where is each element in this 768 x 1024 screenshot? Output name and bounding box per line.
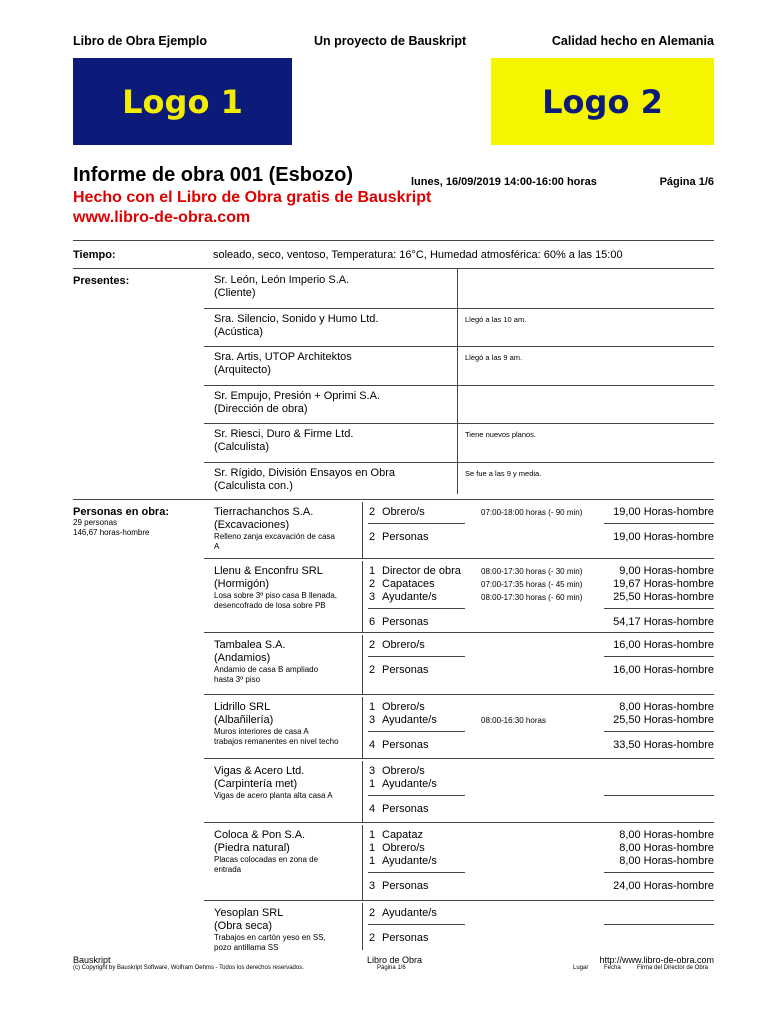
present-role: (Dirección de obra) xyxy=(214,402,308,415)
company-name: Llenu & Enconfru SRL xyxy=(214,565,323,577)
total-label: Personas xyxy=(382,803,429,815)
worker-time: 08:00-16:30 horas xyxy=(481,716,546,725)
company-divider xyxy=(204,822,714,823)
total-hours: 24,00 Horas-hombre xyxy=(613,880,714,892)
present-name: Sr. Riesci, Duro & Firme Ltd. xyxy=(214,428,354,440)
total-count: 4 xyxy=(369,739,376,751)
total-count: 2 xyxy=(369,932,376,944)
weather-value: soleado, seco, ventoso, Temperatura: 16°C, Humedad atmosférica: 60% a las 15:00 xyxy=(213,249,623,261)
column-divider xyxy=(362,903,363,950)
worker-time: 08:00-17:30 horas (- 60 min) xyxy=(481,593,583,602)
workforce-label: Personas en obra: xyxy=(73,506,169,518)
logo-2-text: Logo 2 xyxy=(542,82,663,121)
subtotal-line xyxy=(368,731,465,732)
worker-role: Obrero/s xyxy=(382,701,425,713)
total-count: 6 xyxy=(369,616,376,628)
report-page: Página 1/6 xyxy=(659,176,714,188)
worker-role: Capataz xyxy=(382,829,423,841)
company-name: Yesoplan SRL xyxy=(214,907,284,919)
present-note: Llegó a las 10 am. xyxy=(465,314,527,324)
company-description: A xyxy=(214,542,220,551)
present-column-divider xyxy=(457,269,458,494)
present-name: Sra. Artis, UTOP Architektos xyxy=(214,351,352,363)
company-divider xyxy=(204,900,714,901)
divider xyxy=(73,240,714,241)
worker-count: 1 xyxy=(369,778,376,790)
worker-hours: 8,00 Horas-hombre xyxy=(619,842,714,854)
worker-count: 2 xyxy=(369,907,376,919)
report-url[interactable]: www.libro-de-obra.com xyxy=(73,209,251,226)
company-divider xyxy=(204,758,714,759)
total-hours: 54,17 Horas-hombre xyxy=(613,616,714,628)
footer-copyright: (c) Copyright by Bauskript Software, Wolfram Oehms - Todos los derechos reservados. xyxy=(73,965,304,971)
worker-hours: 8,00 Horas-hombre xyxy=(619,701,714,713)
worker-role: Capataces xyxy=(382,578,435,590)
logo-2 xyxy=(491,58,714,145)
workforce-persons: 29 personas xyxy=(73,518,118,527)
total-label: Personas xyxy=(382,739,429,751)
worker-hours: 9,00 Horas-hombre xyxy=(619,565,714,577)
present-row-divider xyxy=(204,308,714,309)
present-role: (Calculista con.) xyxy=(214,479,293,492)
company-description: entrada xyxy=(214,865,242,874)
present-role: (Calculista) xyxy=(214,441,270,453)
worker-time: 07:00-17:35 horas (- 45 min) xyxy=(481,580,583,589)
company-name: Coloca & Pon S.A. xyxy=(214,829,306,841)
worker-role: Director de obra xyxy=(382,565,461,577)
subtotal-line xyxy=(368,523,465,524)
worker-count: 3 xyxy=(369,765,376,777)
worker-hours: 19,67 Horas-hombre xyxy=(613,578,714,590)
total-label: Personas xyxy=(382,932,429,944)
present-name: Sr. Rígido, División Ensayos en Obra xyxy=(214,466,395,479)
worker-role: Ayudante/s xyxy=(382,778,437,790)
company-description: Placas colocadas en zona de xyxy=(214,855,319,864)
worker-hours: 8,00 Horas-hombre xyxy=(619,829,714,841)
company-description: Vigas de acero planta alta casa A xyxy=(214,791,333,800)
worker-hours: 19,00 Horas-hombre xyxy=(613,506,714,518)
worker-count: 2 xyxy=(369,639,376,651)
subtotal-line xyxy=(368,795,465,796)
total-count: 2 xyxy=(369,531,376,543)
present-row-divider xyxy=(204,423,714,424)
subtotal-line xyxy=(368,656,465,657)
worker-role: Ayudante/s xyxy=(382,855,437,867)
subtotal-line xyxy=(368,924,465,925)
subtotal-line xyxy=(604,924,714,925)
present-label: Presentes: xyxy=(73,275,130,287)
subtotal-line xyxy=(604,872,714,873)
company-description: Andamio de casa B ampliado xyxy=(214,665,319,674)
present-note: Tiene nuevos planos. xyxy=(465,430,537,439)
company-description: Muros interiores de casa A xyxy=(214,727,309,736)
company-trade: (Piedra natural) xyxy=(214,842,290,854)
company-name: Tambalea S.A. xyxy=(214,639,286,651)
worker-count: 1 xyxy=(369,565,376,577)
subtotal-line xyxy=(604,795,714,796)
worker-role: Obrero/s xyxy=(382,765,425,777)
present-role: (Arquitecto) xyxy=(214,364,271,376)
report-title: Informe de obra 001 (Esbozo) xyxy=(73,164,354,186)
worker-time: 07:00-18:00 horas (- 90 min) xyxy=(481,508,583,517)
logo-1 xyxy=(73,58,292,145)
worker-hours: 8,00 Horas-hombre xyxy=(619,855,714,867)
worker-hours: 25,50 Horas-hombre xyxy=(613,714,714,726)
company-divider xyxy=(204,632,714,633)
subtotal-line xyxy=(604,608,714,609)
company-trade: (Albañilería) xyxy=(214,714,274,726)
company-description: Trabajos en cartón yeso en SS, xyxy=(214,933,326,942)
footer-center: Libro de Obra xyxy=(367,955,423,965)
company-description: hasta 3º piso xyxy=(214,675,261,684)
worker-role: Obrero/s xyxy=(382,639,425,651)
worker-role: Obrero/s xyxy=(382,506,425,518)
company-description: desencofrado de losa sobre PB xyxy=(214,601,326,610)
present-row-divider xyxy=(204,346,714,347)
company-trade: (Obra seca) xyxy=(214,920,273,932)
weather-label: Tiempo: xyxy=(73,249,116,261)
header-center: Un proyecto de Bauskript xyxy=(314,34,467,48)
total-label: Personas xyxy=(382,664,429,676)
present-note: Se fue a las 9 y media. xyxy=(465,468,542,478)
total-hours: 19,00 Horas-hombre xyxy=(613,531,714,543)
column-divider xyxy=(362,635,363,694)
company-description: Relleno zanja excavación de casa xyxy=(214,532,335,541)
divider xyxy=(73,268,714,269)
report-subtitle: Hecho con el Libro de Obra gratis de Bauskript xyxy=(73,189,432,206)
total-label: Personas xyxy=(382,616,429,628)
footer-sign-place: Lugar xyxy=(573,965,589,971)
subtotal-line xyxy=(368,608,465,609)
column-divider xyxy=(362,697,363,758)
total-count: 2 xyxy=(369,664,376,676)
worker-hours: 25,50 Horas-hombre xyxy=(613,591,714,603)
company-description: Losa sobre 3º piso casa B llenada, xyxy=(214,591,337,600)
worker-role: Ayudante/s xyxy=(382,714,437,726)
column-divider xyxy=(362,561,363,632)
present-name: Sr. Empujo, Presión + Oprimi S.A. xyxy=(214,389,380,402)
workforce-hours: 146,67 horas-hombre xyxy=(73,528,150,537)
footer-url[interactable]: http://www.libro-de-obra.com xyxy=(599,955,714,965)
total-label: Personas xyxy=(382,880,429,892)
worker-count: 3 xyxy=(369,714,376,726)
subtotal-line xyxy=(604,731,714,732)
company-divider xyxy=(204,694,714,695)
worker-time: 08:00-17:30 horas (- 30 min) xyxy=(481,567,583,576)
worker-count: 1 xyxy=(369,701,376,713)
company-description: trabajos remanentes en nivel techo xyxy=(214,737,339,746)
subtotal-line xyxy=(604,523,714,524)
worker-count: 2 xyxy=(369,506,376,518)
company-description: pozo antillama SS xyxy=(214,943,279,952)
subtotal-line xyxy=(368,872,465,873)
worker-hours: 16,00 Horas-hombre xyxy=(613,639,714,651)
company-trade: (Carpintería met) xyxy=(214,778,298,790)
column-divider xyxy=(362,825,363,900)
company-trade: (Excavaciones) xyxy=(214,519,290,531)
worker-role: Obrero/s xyxy=(382,842,425,854)
footer-sign-date: Fecha xyxy=(604,965,621,971)
company-divider xyxy=(204,558,714,559)
subtotal-line xyxy=(604,656,714,657)
total-count: 3 xyxy=(369,880,376,892)
footer-left: Bauskript xyxy=(73,955,111,965)
report-datetime: lunes, 16/09/2019 14:00-16:00 horas xyxy=(411,176,597,188)
worker-count: 3 xyxy=(369,591,376,603)
total-hours: 16,00 Horas-hombre xyxy=(613,664,714,676)
column-divider xyxy=(362,761,363,822)
company-trade: (Andamios) xyxy=(214,652,271,664)
present-role: (Acústica) xyxy=(214,325,263,338)
header-left: Libro de Obra Ejemplo xyxy=(73,34,208,48)
worker-count: 2 xyxy=(369,578,376,590)
total-hours: 33,50 Horas-hombre xyxy=(613,739,714,751)
present-note: Llegó a las 9 am. xyxy=(465,353,523,362)
footer-page: Página 1/6 xyxy=(377,965,406,971)
total-count: 4 xyxy=(369,803,376,815)
footer-sign-director: Firma del Director de Obra xyxy=(637,965,709,971)
present-row-divider xyxy=(204,462,714,463)
worker-count: 1 xyxy=(369,855,376,867)
company-name: Lidrillo SRL xyxy=(214,701,271,713)
company-trade: (Hormigón) xyxy=(214,578,270,590)
present-row-divider xyxy=(204,385,714,386)
company-name: Vigas & Acero Ltd. xyxy=(214,765,305,777)
worker-count: 1 xyxy=(369,842,376,854)
present-name: Sra. Silencio, Sonido y Humo Ltd. xyxy=(214,312,379,325)
present-name: Sr. León, León Imperio S.A. xyxy=(214,274,350,286)
header-right: Calidad hecho en Alemania xyxy=(551,34,714,48)
logo-1-text: Logo 1 xyxy=(122,82,243,121)
worker-count: 1 xyxy=(369,829,376,841)
present-role: (Cliente) xyxy=(214,287,256,299)
company-name: Tierrachanchos S.A. xyxy=(214,506,314,518)
total-label: Personas xyxy=(382,531,429,543)
worker-role: Ayudante/s xyxy=(382,907,437,919)
worker-role: Ayudante/s xyxy=(382,591,437,603)
divider xyxy=(73,499,714,500)
column-divider xyxy=(362,502,363,558)
